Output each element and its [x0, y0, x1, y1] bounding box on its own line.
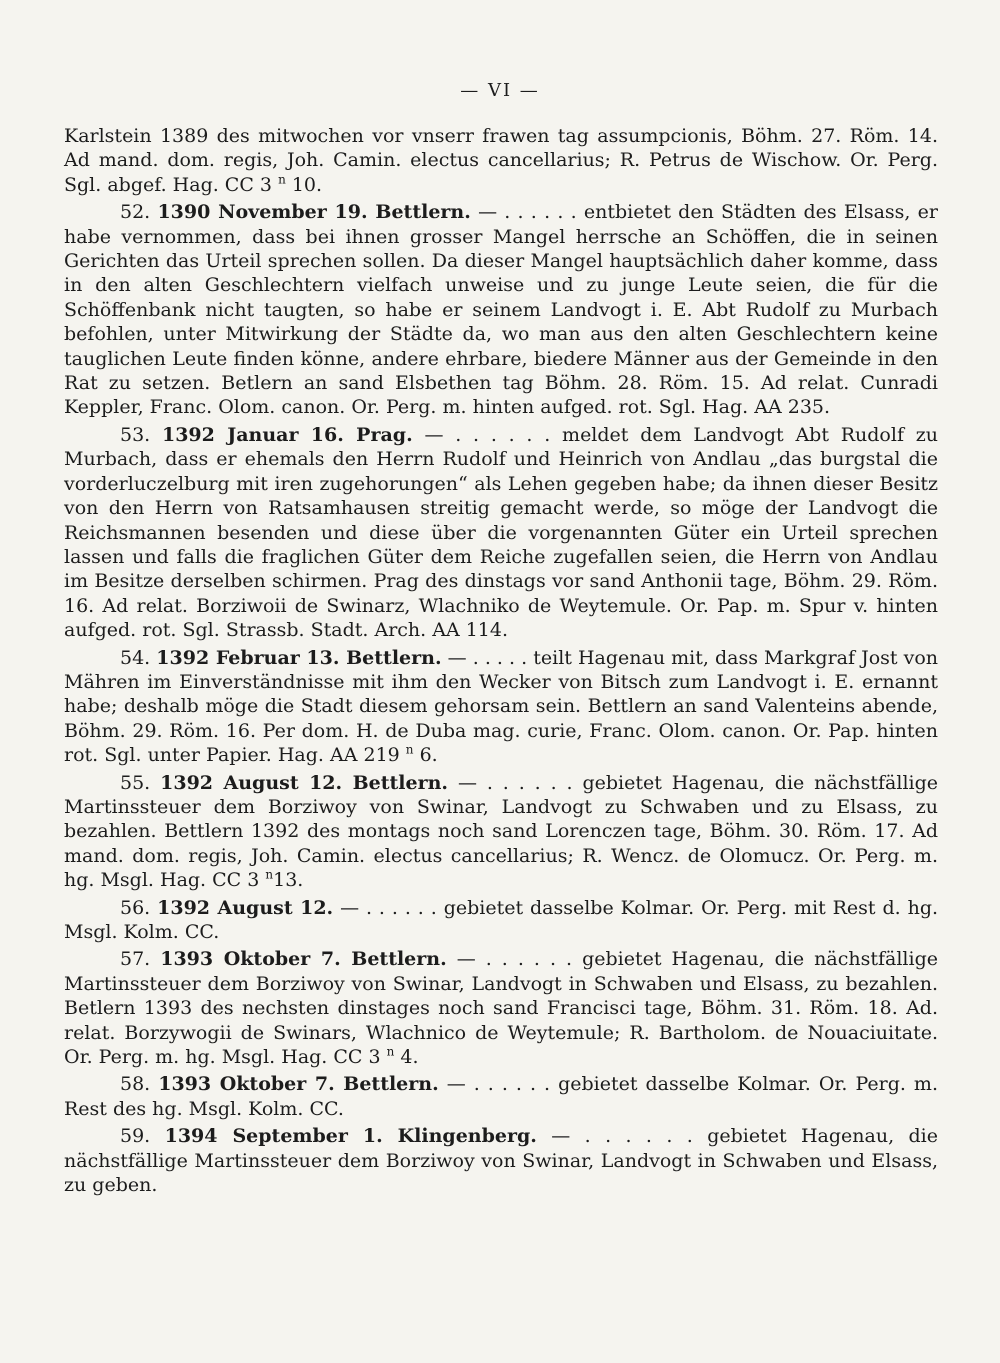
entry-dots: — . . . . . . — [446, 948, 573, 971]
entry-after: 4. — [394, 1046, 419, 1069]
entry-54 — [64, 646, 938, 768]
page-body — [64, 124, 938, 1197]
entry-superscript: n — [405, 742, 414, 757]
page-number: — VI — — [460, 80, 540, 101]
entry-after: 6. — [413, 744, 438, 767]
entry-53 — [64, 423, 938, 643]
entry-body: gebietet Hagenau, die nächstfällige Martinssteuer dem Borziwoy von Swinar, Landvogt in Schwaben und Elsass, zu bezahlen. Betlern 1393 des nechsten dinstages noch sand Francisci tage, Böhm. 31. Röm. 18. Ad. relat. Borzywogii de Swinars, Wlachnico de Weytemule; R. Bartholom. de Nouaciuitate. Or. Perg. m. hg. Msgl. Hag. CC 3 — [64, 948, 938, 1069]
entry-57 — [64, 947, 938, 1069]
entry-body: gebietet dasselbe Kolmar. Or. Perg. mit Rest d. hg. Msgl. Kolm. CC. — [64, 896, 939, 943]
entry-heading: 1392 August 12. — [157, 896, 334, 919]
entry-dots: — . . . . . . — [412, 423, 551, 446]
entry-dots: — . . . . . . — [333, 896, 437, 919]
entry-number: 59. — [120, 1125, 151, 1148]
entry-52 — [64, 200, 938, 420]
entry-number: 52. — [120, 201, 151, 224]
entry-dots: — . . . . . — [441, 646, 528, 669]
entry-number: 55. — [120, 771, 151, 794]
entry-number: 56. — [120, 896, 151, 919]
entry-heading: 1393 Oktober 7. Bettlern. — [160, 948, 447, 971]
entry-number: 53. — [120, 423, 151, 446]
entry-55 — [64, 771, 938, 893]
entry-heading: 1392 Januar 16. Prag. — [161, 423, 413, 446]
entry-heading: 1394 September 1. Klingenberg. — [164, 1125, 537, 1148]
entry-heading: 1393 Oktober 7. Bettlern. — [158, 1073, 439, 1096]
entry-56 — [64, 896, 938, 945]
entry-after: 13. — [273, 869, 304, 892]
entry-dots: — . . . . . . — [438, 1073, 551, 1096]
entry-heading: 1392 Februar 13. Bettlern. — [156, 646, 442, 669]
intro-after: 10. — [285, 173, 323, 196]
entry-body: gebietet dasselbe Kolmar. Or. Perg. m. Rest des hg. Msgl. Kolm. CC. — [64, 1073, 938, 1120]
entry-body: meldet dem Landvogt Abt Rudolf zu Murbach, dass er ehemals den Herrn Rudolf und Heinrich von Andlau „das burgstal die vorderluczelburg mit iren zugehorungen“ als Lehen gegeben habe; da ihnen dieser Besitz von den Herrn von Ratsamhausen streitig gemacht werde, so möge der Landvogt die Reichsmannen besenden und diese über die vorgenannten Güter ein Urteil sprechen lassen und falls die fraglichen Güter dem Reiche zugefallen seien, die Herrn von Andlau im Besitze derselben schirmen. Prag des dinstags vor sand Anthonii tage, Böhm. 29. Röm. 16. Ad relat. Borziwoii de Swinarz, Wlachniko de Weytemule. Or. Pap. m. Spur v. hinten aufged. rot. Sgl. Strassb. Stadt. Arch. AA 114. — [64, 423, 938, 642]
entry-58 — [64, 1072, 938, 1121]
entry-dots: — . . . . . . — [536, 1125, 693, 1148]
entry-body: gebietet Hagenau, die nächstfällige Martinssteuer dem Borziwoy von Swinar, Landvogt in Schwaben und Elsass, zu geben. — [64, 1125, 939, 1197]
entry-number: 57. — [120, 948, 151, 971]
entry-body: entbietet den Städten des Elsass, er habe vernommen, dass bei ihnen grosser Mangel herrsche an Schöffen, die in seinen Gerichten das Urteil sprechen sollen. Da dieser Mangel hauptsächlich daher komme, dass in den alten Geschlechtern vielfach unweise und zu junge Leute seien, die für die Schöffenbank nicht taugten, so habe er seinem Landvogt i. E. Abt Rudolf zu Murbach befohlen, unter Mitwirkung der Städte da, wo man aus den alten Geschlechtern keine tauglichen Leute finden könne, andere ehrbare, biedere Männer aus der Gemeinde in den Rat zu setzen. Betlern an sand Elsbethen tag Böhm. 28. Röm. 15. Ad relat. Cunradi Keppler, Franc. Olom. canon. Or. Perg. m. hinten aufged. rot. Sgl. Hag. AA 235. — [64, 201, 938, 419]
entry-body: teilt Hagenau mit, dass Markgraf Jost von Mähren im Einverständnisse mit ihm den Wecker von Bitsch zum Landvogt i. E. ernannt habe; deshalb möge die Stadt diesem gehorsam sein. Bettlern an sand Valenteins abende, Böhm. 29. Röm. 16. Per dom. H. de Duba mag. curie, Franc. Olom. canon. Or. Pap. hinten rot. Sgl. unter Papier. Hag. AA 219 — [64, 646, 939, 767]
entry-heading: 1392 August 12. Bettlern. — [160, 771, 449, 794]
intro-superscript: n — [278, 172, 286, 187]
entry-dots: — . . . . . . — [470, 201, 577, 224]
entry-number: 58. — [120, 1073, 151, 1096]
entry-heading: 1390 November 19. Bettlern. — [157, 201, 471, 224]
entry-59 — [64, 1124, 938, 1197]
intro-text: Karlstein 1389 des mitwochen vor vnserr frawen tag assumpcionis, Böhm. 27. Röm. 14. Ad mand. dom. regis, Joh. Camin. electus cancellarius; R. Petrus de Wischow. Or. Perg. Sgl. abgef. Hag. CC 3 — [64, 125, 938, 196]
intro-paragraph — [64, 124, 938, 197]
entry-number: 54. — [120, 646, 151, 669]
entry-body: gebietet Hagenau, die nächstfällige Martinssteuer dem Borziwoy von Swinar, Landvogt zu Schwaben und zu Elsass, zu bezahlen. Bettlern 1392 des montags noch sand Lorenczen tage, Böhm. 30. Röm. 17. Ad mand. dom. regis, Joh. Camin. electus cancellarius; R. Wencz. de Olomucz. Or. Perg. m. hg. Msgl. Hag. CC 3 — [64, 771, 939, 892]
entry-superscript: n — [386, 1044, 395, 1059]
entry-dots: — . . . . . . — [448, 771, 573, 794]
entry-superscript: n — [265, 867, 274, 882]
